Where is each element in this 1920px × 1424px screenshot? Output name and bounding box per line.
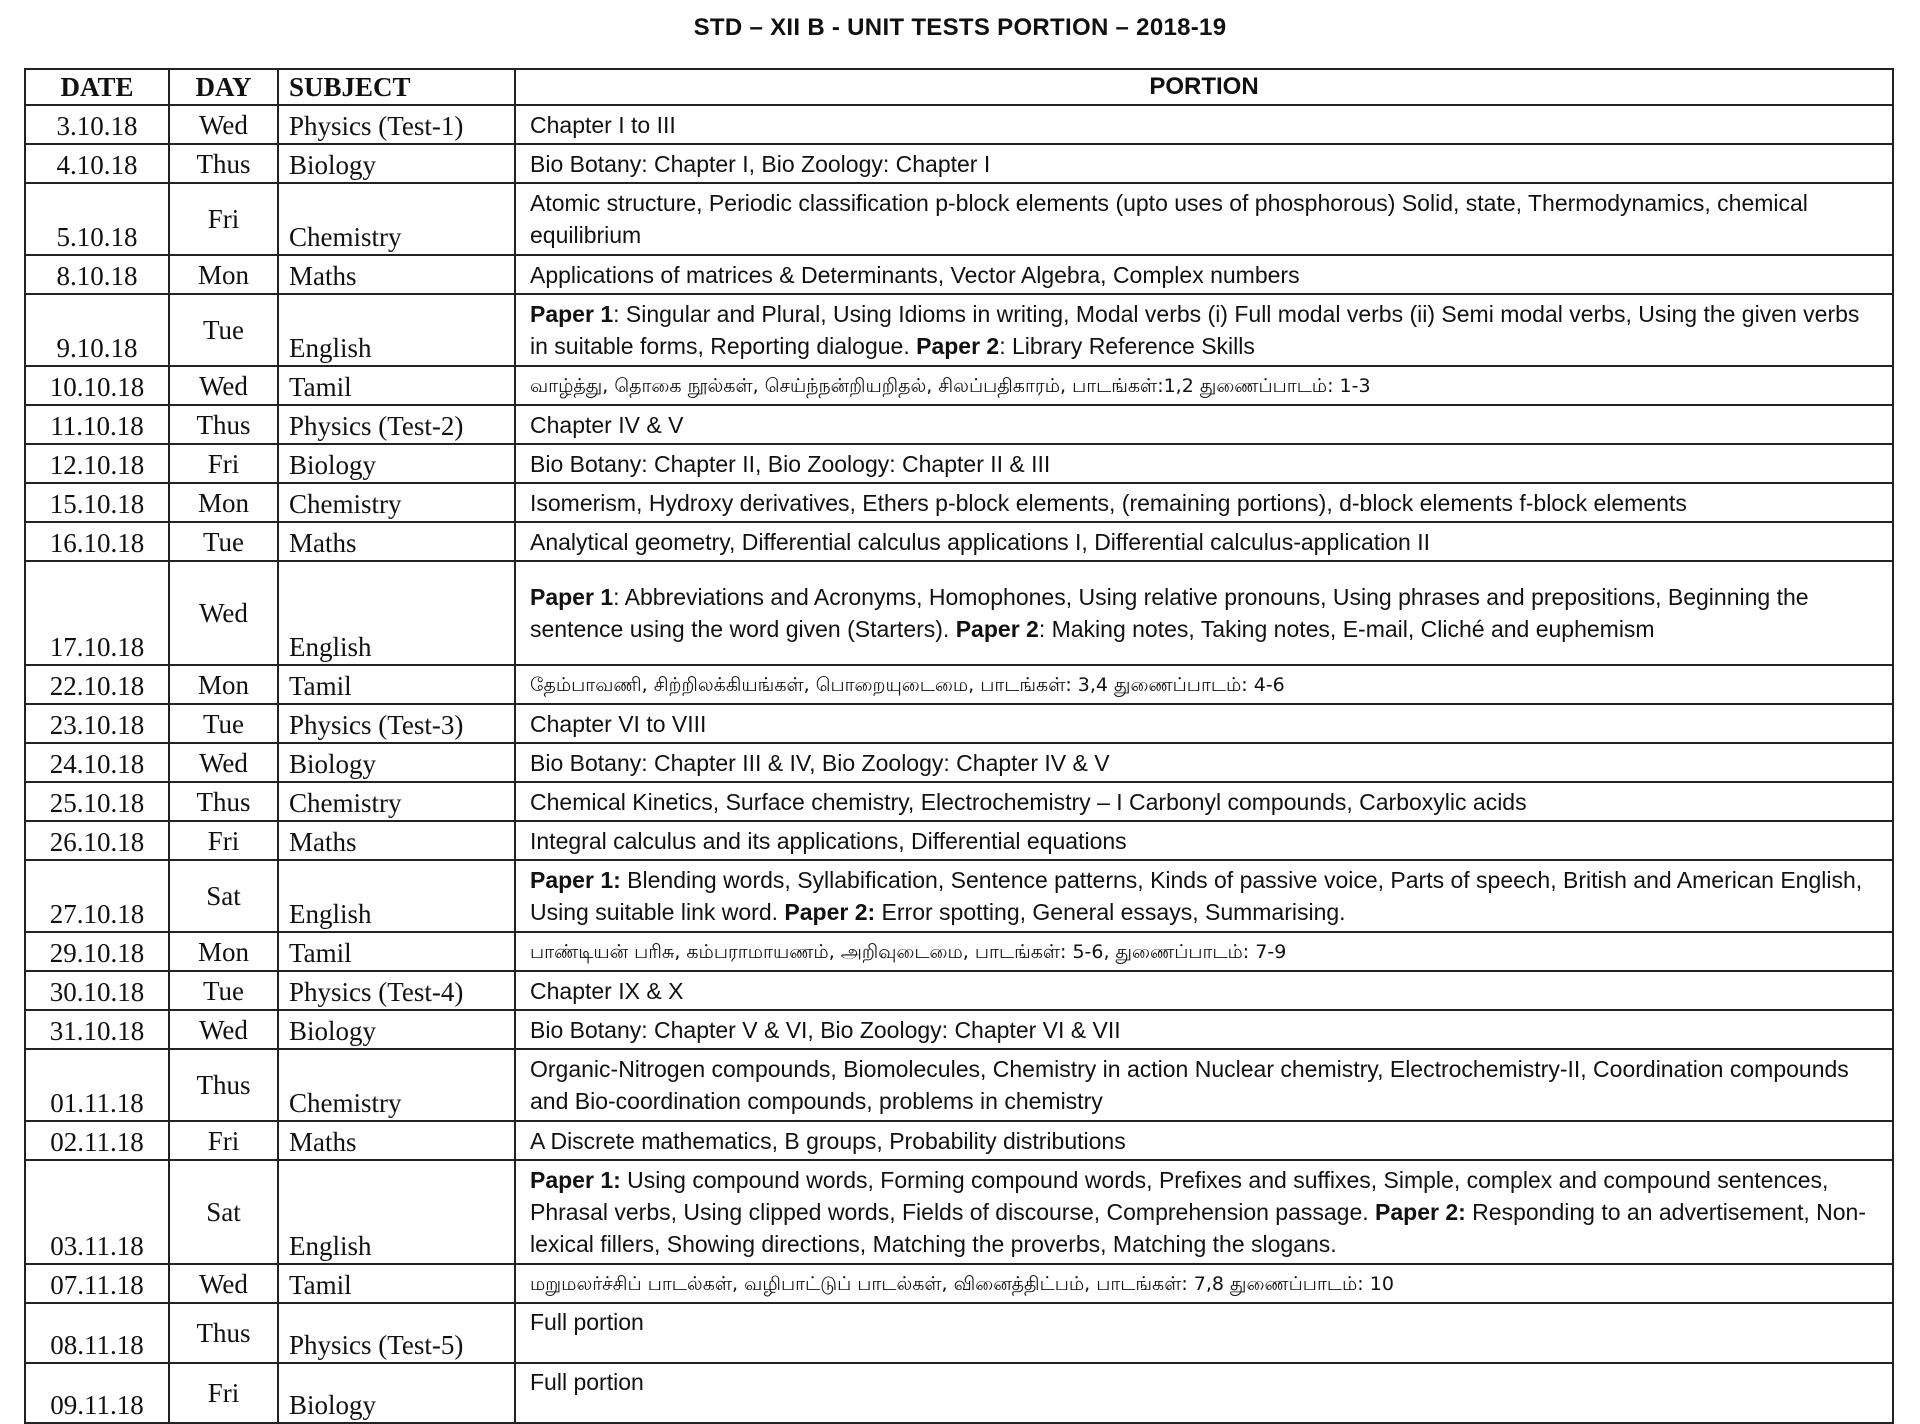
table-row <box>25 1264 1893 1303</box>
subject-cell: Tamil <box>278 932 515 971</box>
portion-cell: தேம்பாவணி, சிற்றிலக்கியங்கள், பொறையுடைமை, பாடங்கள்: 3,4 துணைப்பாடம்: 4-6 <box>515 665 1893 704</box>
day-cell: Wed <box>169 1010 278 1049</box>
table-row <box>25 1160 1893 1264</box>
table-row <box>25 782 1893 821</box>
paper-1-topics: Using compound words, Forming compound words, Prefixes and suffixes, Simple, complex and compound sentences, Phrasal verbs, Using clipped words, Fields of discourse, Comprehension passage. <box>530 1167 1829 1225</box>
table-row <box>25 971 1893 1010</box>
portion-cell <box>515 1160 1893 1264</box>
day-cell: Thus <box>169 1303 278 1363</box>
page-title: STD – XII B - UNIT TESTS PORTION – 2018-19 <box>693 14 1227 41</box>
date-cell: 02.11.18 <box>25 1121 169 1160</box>
table-row <box>25 444 1893 483</box>
date-cell: 31.10.18 <box>25 1010 169 1049</box>
subject-cell: Physics (Test-3) <box>278 704 515 743</box>
day-cell: Wed <box>169 366 278 405</box>
date-column-header: DATE <box>25 69 169 105</box>
paper-1-label: Paper 1 <box>530 584 614 610</box>
table-row <box>25 1363 1893 1423</box>
portion-cell: Bio Botany: Chapter III & IV, Bio Zoology: Chapter IV & V <box>515 743 1893 782</box>
portion-cell: Applications of matrices & Determinants, Vector Algebra, Complex numbers <box>515 255 1893 294</box>
date-cell: 01.11.18 <box>25 1049 169 1121</box>
portion-column-header: PORTION <box>515 69 1893 105</box>
subject-cell: Maths <box>278 1121 515 1160</box>
portion-cell: Full portion <box>515 1363 1893 1423</box>
subject-cell: Biology <box>278 1010 515 1049</box>
paper-1-topics: Blending words, Syllabification, Sentence patterns, Kinds of passive voice, Parts of speech, British and American English, Using suitable link word. <box>530 867 1863 925</box>
portion-cell: மறுமலர்ச்சிப் பாடல்கள், வழிபாட்டுப் பாடல்கள், வினைத்திட்பம், பாடங்கள்: 7,8 துணைப்பாடம்: 10 <box>515 1264 1893 1303</box>
date-cell: 08.11.18 <box>25 1303 169 1363</box>
portion-cell: Organic-Nitrogen compounds, Biomolecules, Chemistry in action Nuclear chemistry, Electrochemistry-II, Coordination compounds and Bio-coordination compounds, problems in chemistry <box>515 1049 1893 1121</box>
subject-cell: Chemistry <box>278 1049 515 1121</box>
table-header-row <box>25 69 1893 105</box>
table-row <box>25 1049 1893 1121</box>
table-row <box>25 105 1893 144</box>
portion-cell: Chemical Kinetics, Surface chemistry, Electrochemistry – I Carbonyl compounds, Carboxylic acids <box>515 782 1893 821</box>
subject-cell: Biology <box>278 743 515 782</box>
date-cell: 15.10.18 <box>25 483 169 522</box>
subject-cell: Tamil <box>278 1264 515 1303</box>
day-cell: Thus <box>169 1049 278 1121</box>
paper-2-topics: Error spotting, General essays, Summarising. <box>875 899 1346 925</box>
table-row <box>25 294 1893 366</box>
day-cell: Wed <box>169 1264 278 1303</box>
subject-cell: Chemistry <box>278 183 515 255</box>
portion-cell: Atomic structure, Periodic classification p-block elements (upto uses of phosphorous) Solid, state, Thermodynamics, chemical equilibrium <box>515 183 1893 255</box>
subject-cell: Maths <box>278 821 515 860</box>
subject-cell: Physics (Test-2) <box>278 405 515 444</box>
table-row <box>25 366 1893 405</box>
date-cell: 9.10.18 <box>25 294 169 366</box>
subject-cell: Biology <box>278 144 515 183</box>
table-row <box>25 821 1893 860</box>
day-cell: Mon <box>169 665 278 704</box>
paper-1-topics: : Abbreviations and Acronyms, Homophones, Using relative pronouns, Using phrases and prepositions, Beginning the sentence using the word given (Starters). <box>530 584 1809 642</box>
subject-cell: Physics (Test-5) <box>278 1303 515 1363</box>
portion-cell <box>515 294 1893 366</box>
day-cell: Thus <box>169 405 278 444</box>
date-cell: 10.10.18 <box>25 366 169 405</box>
day-cell: Sat <box>169 1160 278 1264</box>
paper-1-label: Paper 1: <box>530 1167 621 1193</box>
subject-cell: Maths <box>278 522 515 561</box>
date-cell: 07.11.18 <box>25 1264 169 1303</box>
portion-cell: Chapter IV & V <box>515 405 1893 444</box>
paper-2-topics: : Library Reference Skills <box>999 333 1255 359</box>
day-cell: Wed <box>169 105 278 144</box>
day-cell: Sat <box>169 860 278 932</box>
day-cell: Wed <box>169 561 278 665</box>
portion-cell <box>515 561 1893 665</box>
subject-cell: Chemistry <box>278 782 515 821</box>
date-cell: 3.10.18 <box>25 105 169 144</box>
paper-2-label: Paper 2 <box>955 616 1039 642</box>
date-cell: 17.10.18 <box>25 561 169 665</box>
subject-cell: English <box>278 1160 515 1264</box>
subject-cell: Chemistry <box>278 483 515 522</box>
table-row <box>25 1010 1893 1049</box>
table-row <box>25 405 1893 444</box>
portion-cell: வாழ்த்து, தொகை நூல்கள், செய்ந்நன்றியறிதல், சிலப்பதிகாரம், பாடங்கள்:1,2 துணைப்பாடம்: 1-3 <box>515 366 1893 405</box>
portion-cell: Full portion <box>515 1303 1893 1363</box>
date-cell: 5.10.18 <box>25 183 169 255</box>
table-row <box>25 255 1893 294</box>
table-row <box>25 144 1893 183</box>
table-row <box>25 704 1893 743</box>
day-cell: Tue <box>169 294 278 366</box>
subject-cell: Tamil <box>278 366 515 405</box>
day-cell: Mon <box>169 255 278 294</box>
portion-cell: Chapter IX & X <box>515 971 1893 1010</box>
subject-cell: English <box>278 294 515 366</box>
table-row <box>25 743 1893 782</box>
date-cell: 03.11.18 <box>25 1160 169 1264</box>
date-cell: 4.10.18 <box>25 144 169 183</box>
day-cell: Fri <box>169 444 278 483</box>
day-cell: Tue <box>169 971 278 1010</box>
paper-1-label: Paper 1: <box>530 867 621 893</box>
paper-2-topics: Responding to an advertisement, Non-lexical fillers, Showing directions, Matching the proverbs, Matching the slogans. <box>530 1199 1866 1257</box>
subject-cell: Tamil <box>278 665 515 704</box>
day-cell: Tue <box>169 522 278 561</box>
paper-2-label: Paper 2: <box>1375 1199 1466 1225</box>
subject-column-header: SUBJECT <box>278 69 515 105</box>
day-column-header: DAY <box>169 69 278 105</box>
subject-cell: Biology <box>278 1363 515 1423</box>
day-cell: Thus <box>169 144 278 183</box>
date-cell: 09.11.18 <box>25 1363 169 1423</box>
portion-cell: Analytical geometry, Differential calculus applications I, Differential calculus-application II <box>515 522 1893 561</box>
subject-cell: Physics (Test-4) <box>278 971 515 1010</box>
table-row <box>25 561 1893 665</box>
table-row <box>25 932 1893 971</box>
day-cell: Fri <box>169 1121 278 1160</box>
subject-cell: Biology <box>278 444 515 483</box>
date-cell: 29.10.18 <box>25 932 169 971</box>
day-cell: Mon <box>169 932 278 971</box>
date-cell: 12.10.18 <box>25 444 169 483</box>
day-cell: Mon <box>169 483 278 522</box>
paper-1-topics: : Singular and Plural, Using Idioms in writing, Modal verbs (i) Full modal verbs (ii) Semi modal verbs, Using the given verbs in suitable forms, Reporting dialogue. <box>530 301 1860 359</box>
date-cell: 11.10.18 <box>25 405 169 444</box>
day-cell: Fri <box>169 821 278 860</box>
day-cell: Tue <box>169 704 278 743</box>
date-cell: 23.10.18 <box>25 704 169 743</box>
subject-cell: English <box>278 561 515 665</box>
portion-cell: Bio Botany: Chapter V & VI, Bio Zoology: Chapter VI & VII <box>515 1010 1893 1049</box>
date-cell: 25.10.18 <box>25 782 169 821</box>
date-cell: 30.10.18 <box>25 971 169 1010</box>
paper-2-topics: : Making notes, Taking notes, E-mail, Cliché and euphemism <box>1038 616 1655 642</box>
portion-cell: பாண்டியன் பரிசு, கம்பராமாயணம், அறிவுடைமை, பாடங்கள்: 5-6, துணைப்பாடம்: 7-9 <box>515 932 1893 971</box>
day-cell: Thus <box>169 782 278 821</box>
unit-test-schedule-table <box>24 68 1894 1424</box>
date-cell: 26.10.18 <box>25 821 169 860</box>
portion-cell: Bio Botany: Chapter I, Bio Zoology: Chapter I <box>515 144 1893 183</box>
table-row <box>25 665 1893 704</box>
subject-cell: English <box>278 860 515 932</box>
portion-cell: Chapter I to III <box>515 105 1893 144</box>
table-row <box>25 522 1893 561</box>
table-row <box>25 183 1893 255</box>
table-row <box>25 1121 1893 1160</box>
date-cell: 27.10.18 <box>25 860 169 932</box>
paper-1-label: Paper 1 <box>530 301 614 327</box>
day-cell: Wed <box>169 743 278 782</box>
day-cell: Fri <box>169 183 278 255</box>
portion-cell: Chapter VI to VIII <box>515 704 1893 743</box>
date-cell: 24.10.18 <box>25 743 169 782</box>
subject-cell: Physics (Test-1) <box>278 105 515 144</box>
portion-cell <box>515 860 1893 932</box>
portion-cell: A Discrete mathematics, B groups, Probability distributions <box>515 1121 1893 1160</box>
date-cell: 22.10.18 <box>25 665 169 704</box>
paper-2-label: Paper 2 <box>916 333 1000 359</box>
portion-cell: Isomerism, Hydroxy derivatives, Ethers p-block elements, (remaining portions), d-block elements f-block elements <box>515 483 1893 522</box>
table-row <box>25 860 1893 932</box>
paper-2-label: Paper 2: <box>784 899 876 925</box>
portion-cell: Bio Botany: Chapter II, Bio Zoology: Chapter II & III <box>515 444 1893 483</box>
subject-cell: Maths <box>278 255 515 294</box>
table-row <box>25 1303 1893 1363</box>
date-cell: 16.10.18 <box>25 522 169 561</box>
table-row <box>25 483 1893 522</box>
date-cell: 8.10.18 <box>25 255 169 294</box>
portion-cell: Integral calculus and its applications, Differential equations <box>515 821 1893 860</box>
day-cell: Fri <box>169 1363 278 1423</box>
